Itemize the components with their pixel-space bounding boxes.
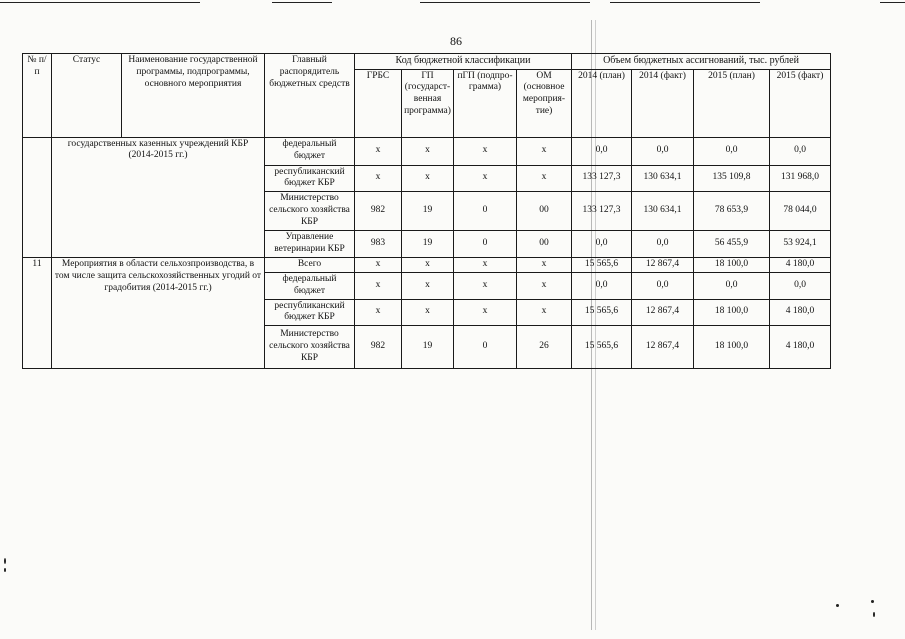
cell-grbs: х [355, 165, 402, 192]
cell-2014-plan: 15 565,6 [572, 299, 632, 326]
cell-om: х [517, 299, 572, 326]
cell-om: 00 [517, 192, 572, 231]
cell-om: 00 [517, 230, 572, 257]
header-2014-fact: 2014 (факт) [632, 69, 694, 137]
cell-grbs: х [355, 272, 402, 299]
cell-gp: х [402, 272, 454, 299]
cell-2015-plan: 18 100,0 [694, 299, 770, 326]
cell-2014-fact: 130 634,1 [632, 165, 694, 192]
row-source: федеральный бюджет [265, 137, 355, 165]
row-source: Министерство сельского хозяйства КБР [265, 326, 355, 369]
cell-gp: х [402, 165, 454, 192]
cell-grbs: х [355, 137, 402, 165]
table-row [23, 257, 831, 272]
header-admin: Главный распорядитель бюджетных средств [265, 54, 355, 138]
scan-artifact-line [610, 2, 760, 3]
scan-artifact-dot [836, 604, 839, 607]
cell-2015-plan: 0,0 [694, 272, 770, 299]
cell-gp: х [402, 257, 454, 272]
cell-om: х [517, 272, 572, 299]
cell-om: х [517, 165, 572, 192]
cell-2015-fact: 0,0 [770, 272, 831, 299]
row-source: федеральный бюджет [265, 272, 355, 299]
cell-2015-fact: 131 968,0 [770, 165, 831, 192]
scan-artifact-line [880, 2, 905, 3]
cell-2014-fact: 12 867,4 [632, 299, 694, 326]
scan-artifact-line [420, 2, 590, 3]
cell-grbs: 982 [355, 192, 402, 231]
cell-2015-fact: 53 924,1 [770, 230, 831, 257]
scan-artifact-dot [4, 558, 6, 564]
row-source: Всего [265, 257, 355, 272]
cell-om: х [517, 137, 572, 165]
cell-pgp: х [454, 272, 517, 299]
cell-gp: 19 [402, 326, 454, 369]
cell-2015-plan: 135 109,8 [694, 165, 770, 192]
header-amount-group: Объем бюджетных ассигнований, тыс. рублей [572, 54, 831, 70]
header-code-group: Код бюджетной классификации [355, 54, 572, 70]
cell-2015-fact: 0,0 [770, 137, 831, 165]
cell-2015-plan: 18 100,0 [694, 257, 770, 272]
cell-2014-plan: 0,0 [572, 230, 632, 257]
header-2015-fact: 2015 (факт) [770, 69, 831, 137]
scan-artifact-line [272, 2, 332, 3]
cell-grbs: х [355, 299, 402, 326]
cell-2014-plan: 0,0 [572, 272, 632, 299]
header-2014-plan: 2014 (план) [572, 69, 632, 137]
header-pgp: пГП (подпро-грамма) [454, 69, 517, 137]
cell-2014-fact: 0,0 [632, 230, 694, 257]
page-number: 86 [450, 34, 462, 48]
row-num [23, 137, 52, 257]
header-om: ОМ (основное мероприя-тие) [517, 69, 572, 137]
cell-pgp: 0 [454, 230, 517, 257]
cell-pgp: 0 [454, 192, 517, 231]
cell-pgp: 0 [454, 326, 517, 369]
header-grbs: ГРБС [355, 69, 402, 137]
header-gp: ГП (государст-венная программа) [402, 69, 454, 137]
cell-2014-plan: 133 127,3 [572, 165, 632, 192]
row-num: 11 [23, 257, 52, 368]
cell-grbs: 983 [355, 230, 402, 257]
scan-artifact-dot [871, 600, 874, 603]
table-row [23, 137, 831, 165]
cell-grbs: х [355, 257, 402, 272]
cell-grbs: 982 [355, 326, 402, 369]
cell-2015-fact: 4 180,0 [770, 257, 831, 272]
cell-gp: 19 [402, 230, 454, 257]
cell-2014-fact: 0,0 [632, 272, 694, 299]
row-source: республиканский бюджет КБР [265, 299, 355, 326]
header-name: Наименование государственной программы, подпрограммы, основного мероприятия [122, 54, 265, 138]
cell-2015-plan: 0,0 [694, 137, 770, 165]
cell-2015-plan: 78 653,9 [694, 192, 770, 231]
row-name: Мероприятия в области сельхозпроизводства, в том числе защита сельскохозяйственных угодий от градобития (2014-2015 гг.) [52, 257, 265, 368]
cell-2014-fact: 12 867,4 [632, 257, 694, 272]
cell-gp: х [402, 137, 454, 165]
cell-pgp: х [454, 137, 517, 165]
row-source: Министерство сельского хозяйства КБР [265, 192, 355, 231]
scan-artifact-dot [4, 568, 6, 572]
row-source: республиканский бюджет КБР [265, 165, 355, 192]
budget-table [22, 53, 831, 369]
scan-artifact-dot [873, 612, 875, 617]
cell-2014-plan: 15 565,6 [572, 326, 632, 369]
cell-gp: 19 [402, 192, 454, 231]
cell-pgp: х [454, 257, 517, 272]
scan-artifact-line [0, 2, 200, 3]
header-num: № п/п [23, 54, 52, 138]
cell-pgp: х [454, 299, 517, 326]
cell-om: х [517, 257, 572, 272]
header-status: Статус [52, 54, 122, 138]
cell-2015-plan: 18 100,0 [694, 326, 770, 369]
cell-2014-plan: 0,0 [572, 137, 632, 165]
cell-om: 26 [517, 326, 572, 369]
header-2015-plan: 2015 (план) [694, 69, 770, 137]
cell-2014-plan: 133 127,3 [572, 192, 632, 231]
cell-pgp: х [454, 165, 517, 192]
cell-2015-fact: 4 180,0 [770, 326, 831, 369]
cell-2014-fact: 130 634,1 [632, 192, 694, 231]
cell-2014-fact: 12 867,4 [632, 326, 694, 369]
cell-2015-fact: 4 180,0 [770, 299, 831, 326]
row-source: Управление ветеринарии КБР [265, 230, 355, 257]
cell-gp: х [402, 299, 454, 326]
row-name: государственных казенных учреждений КБР (2014-2015 гг.) [52, 137, 265, 257]
cell-2015-fact: 78 044,0 [770, 192, 831, 231]
cell-2014-plan: 15 565,6 [572, 257, 632, 272]
cell-2014-fact: 0,0 [632, 137, 694, 165]
cell-2015-plan: 56 455,9 [694, 230, 770, 257]
